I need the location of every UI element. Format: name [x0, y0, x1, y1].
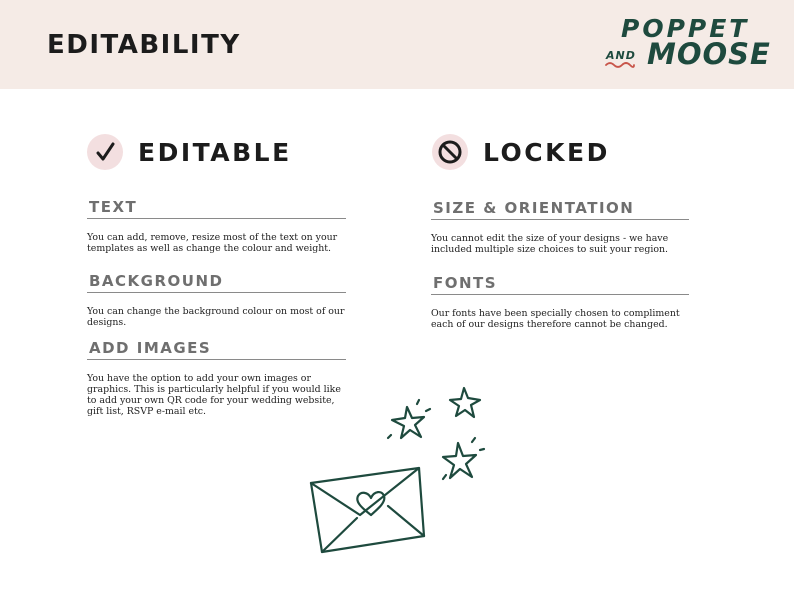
section-body: Our fonts have been specially chosen to compliment each of our designs therefore cannot be changed. — [431, 308, 680, 330]
section-title: FONTS — [431, 274, 689, 295]
section-title: ADD IMAGES — [87, 339, 346, 360]
editable-heading — [87, 134, 292, 170]
section-text — [87, 198, 346, 254]
sparkle-icon — [450, 388, 480, 417]
check-icon — [87, 134, 123, 170]
section-title: BACKGROUND — [87, 272, 346, 293]
sparkle-icon — [443, 438, 484, 479]
section-background — [87, 272, 346, 328]
section-size-orientation — [431, 199, 689, 255]
brand-logo — [605, 14, 771, 76]
logo-wave-icon — [605, 61, 635, 69]
sparkle-icon — [388, 400, 430, 438]
section-body: You can change the background colour on most of our designs. — [87, 306, 345, 328]
header-banner — [0, 0, 794, 89]
section-fonts — [431, 274, 689, 330]
envelope-icon — [311, 468, 424, 552]
locked-heading — [432, 134, 610, 170]
locked-title: LOCKED — [483, 137, 610, 167]
section-body: You can add, remove, resize most of the text on your templates as well as change the colour and weight. — [87, 232, 338, 254]
section-body: You have the option to add your own images or graphics. This is particularly helpful if you would like to add your own QR code for your wedding website, gift list, RSVP e-mail etc. — [87, 373, 341, 417]
prohibited-icon — [432, 134, 468, 170]
page-title: EDITABILITY — [47, 30, 241, 60]
envelope-illustration — [300, 380, 500, 560]
logo-and: AND — [606, 49, 636, 62]
section-body: You cannot edit the size of your designs - we have included multiple size choices to suit your region. — [431, 233, 669, 255]
section-title: TEXT — [87, 198, 346, 219]
editable-title: EDITABLE — [138, 137, 292, 167]
logo-line-1: POPPET — [621, 14, 750, 43]
section-title: SIZE & ORIENTATION — [431, 199, 689, 220]
logo-line-2: MOOSE — [647, 37, 771, 71]
